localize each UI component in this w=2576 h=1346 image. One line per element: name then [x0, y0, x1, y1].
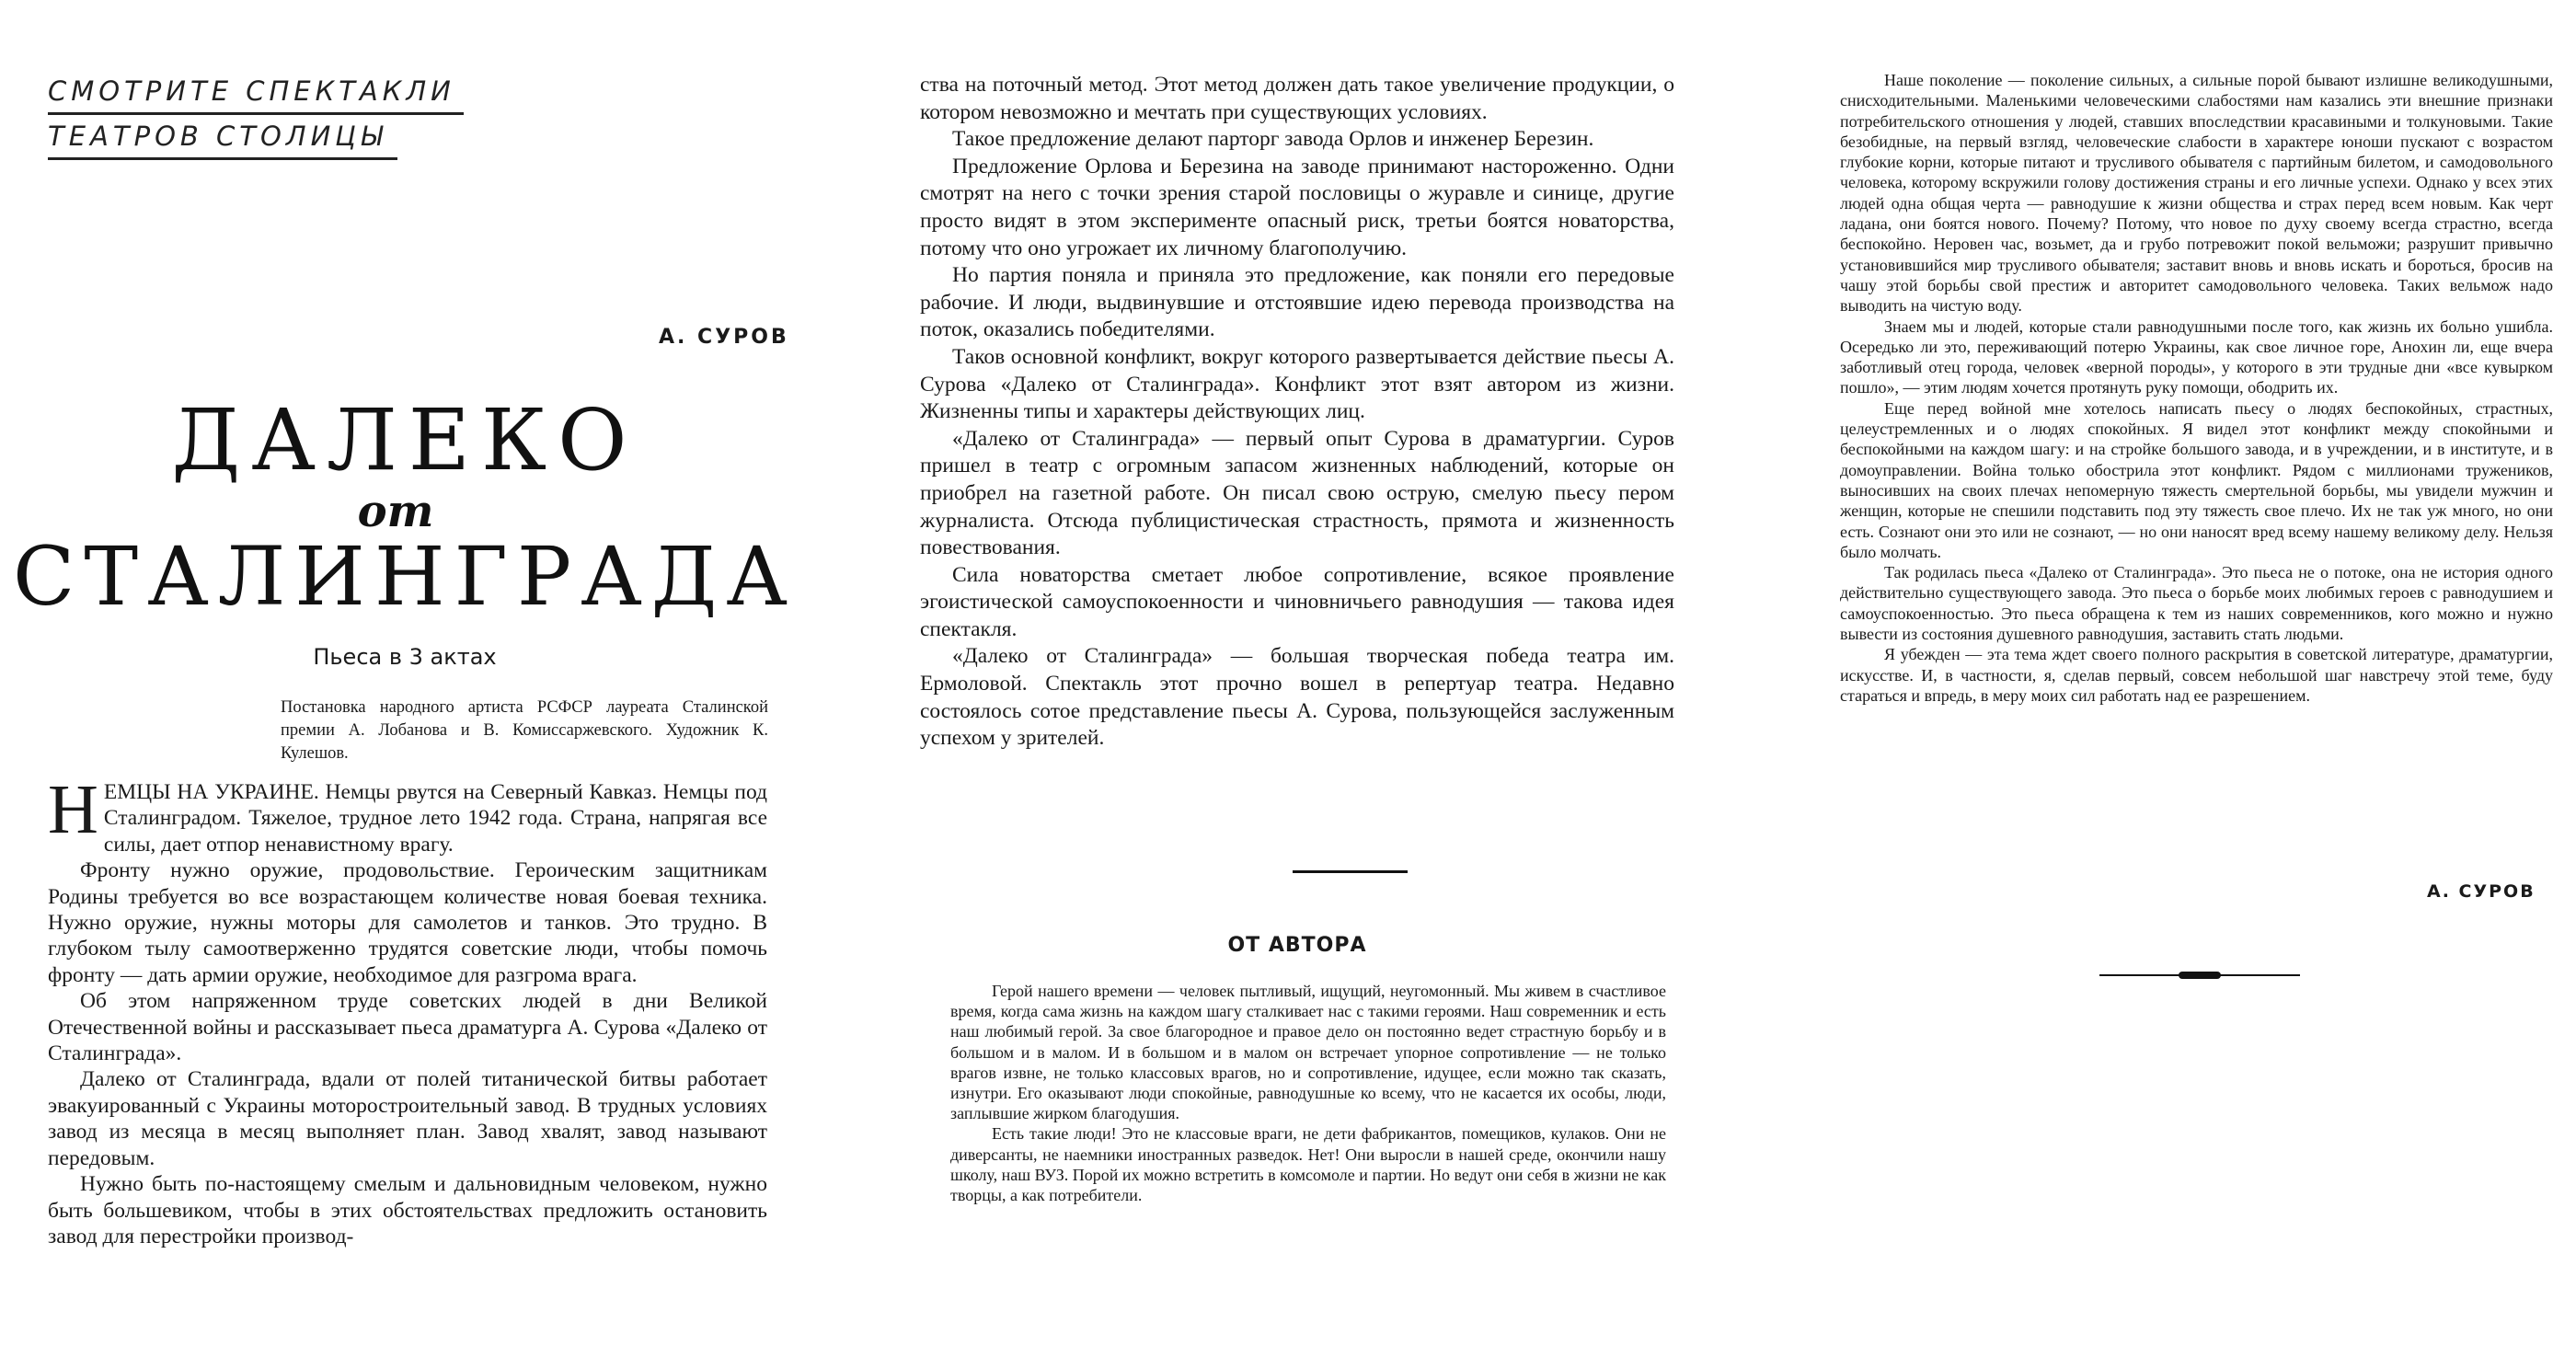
paragraph: Знаем мы и людей, которые стали равнодушными после того, как жизнь их больно ушибла. Осередько ли это, переживающий потерю Украины, как свое личное горе, Анохин ли, еще вчера заботливый отец города, человек «верной породы», у которого в эти трудные дни «все кувырком пошло», — этим людям хочется протянуть руку помощи, ободрить их. — [1840, 316, 2553, 397]
paragraph: «Далеко от Сталинграда» — большая творческая победа театра им. Ермоловой. Спектакль этот прочно вошел в репертуар театра. Недавно состоялось сотое представление пьесы А. Сурова, пользующейся заслуженным успехом у зрителей. — [920, 644, 1674, 751]
paragraph: Есть такие люди! Это не классовые враги, не дети фабрикантов, помещиков, кулаков. Они не диверсанты, не наемники иностранных разведок. Нет! Они выросли в нашей среде, окончили нашу школу, наш ВУЗ. Порой их можно встретить в комсомоле и партии. Но ведут они себя в жизни не как творцы, а как потребители. — [950, 1124, 1666, 1205]
paragraph: Далеко от Сталинграда, вдали от полей титанической битвы работает эвакуированный с Украины моторостроительный завод. В трудных условиях завод из месяца в месяц выполняет план. Завод хвалят, завод называют передовым. — [48, 1067, 767, 1170]
author-signature: А. СУРОВ — [2427, 881, 2536, 902]
paragraph: Предложение Орлова и Березина на заводе принимают настороженно. Одни смотрят на него с точки зрения старой пословицы о журавле и синице, другие просто видят в этом эксперименте опасный риск, третьи боятся новаторства, потому что оно угрожает их личному благополучию. — [920, 154, 1674, 260]
paragraph: Герой нашего времени — человек пытливый, ищущий, неугомонный. Мы живем в счастливое время, когда сама жизнь на каждом шагу сталкивает нас с такими героями. Наш современник и есть наш любимый герой. За свое благородное и правое дело он постоянно ведет страстную борьбу и в большом и в малом. И в большом и в малом он встречает упорное сопротивление — не только врагов извне, не только классовых врагов, но и сопротивление, идущее, если можно так сказать, изнутри. Его оказывают люди спокойные, равнодушные ко всему, что не касается их особы, люди, заплывшие жирком благодушия. — [950, 982, 1666, 1123]
from-author-heading: ОТ АВТОРА — [1227, 934, 1367, 957]
section-divider — [1293, 870, 1408, 873]
column-1-body — [48, 771, 767, 1249]
paragraph: Наше поколение — поколение сильных, а сильные порой бывают излишне великодушными, снисходительными. Маленькими человеческими слабостями нам казались эти внешние признаки потребительского отношения у людей, ставших впоследствии красавиными и толкуновыми. Такие безобидные, на первый взгляд, человеческие слабости в характере юноши пускают с возрастом глубокие корни, которые питают и трусливого обывателя с партийным билетом, и самодовольного человека, которому вскружили голову достижения страны и его личные успехи. Однако у всех этих людей одна общая черта — равнодушие к жизни общества и страх перед всем новым. Как черт ладана, они боятся нового. Почему? Потому, что новое по духу своему всегда страстно, всегда беспокойно. Неровен час, возьмет, да и грубо потревожит покой вельможи; разрушит привычно установившийся мир трусливого обывателя; заставит вновь и вновь искать и бороться, бросив на чашу этой борьбы свой престиж и авторитет самодовольного человека. Таких вельмож надо выводить на чистую воду. — [1840, 71, 2553, 316]
paragraph: «Далеко от Сталинграда» — первый опыт Сурова в драматургии. Суров пришел в театр с огромным запасом жизненных наблюдений, которые он приобрел на газетной работе. Он писал свою острую, смелую пьесу пером журналиста. Отсюда публицистическая страстность, прямота и жизненность повествования. — [920, 426, 1674, 560]
end-divider-ornament — [2179, 972, 2221, 979]
rubric-line-2: ТЕАТРОВ СТОЛИЦЫ — [48, 121, 397, 160]
staging-credits: Постановка народного артиста РСФСР лауреата Сталинской премии А. Лобанова и В. Комиссаржевского. Художник К. Кулешов. — [281, 698, 768, 763]
author-byline: А. СУРОВ — [659, 326, 789, 349]
lead-paragraph-text: ЕМЦЫ НА УКРАИНЕ. Немцы рвутся на Северный Кавказ. Немцы под Сталинградом. Тяжелое, трудное лето 1942 года. Страна, напрягая все силы, дает отпор ненавистному врагу. — [103, 780, 767, 857]
title-line-1: ДАЛЕКО — [171, 391, 638, 489]
paragraph: Такое предложение делают парторг завода Орлов и инженер Березин. — [952, 127, 1594, 152]
paragraph: Фронту нужно оружие, продовольствие. Героическим защитникам Родины требуется во все возрастающем количестве новая боевая техника. Нужно оружие, нужны моторы для самолетов и танков. Это трудно. В глубоком тылу самоотверженно трудятся советские люди, чтобы помочь фронту — дать армии оружие, необходимое для разгрома врага. — [48, 858, 767, 987]
paragraph: Еще перед войной мне хотелось написать пьесу о людях беспокойных, страстных, целеустремленных и о людях спокойных. Я видел этот конфликт между спокойными и беспокойными на каждом шагу: и на стройке большого завода, и в учреждении, и в институте, и в домоуправлении. Война только обострила этот конфликт. Рядом с миллионами тружеников, выносивших на своих плечах непомерную тяжесть смертельной борьбы, мы увидели мужчин и женщин, которые не спешили подставить под эту тяжесть свое плечо. Их не так уж много, но они есть. Сознают они это или не сознают, — но они наносят вред всему нашему великому делу. Нельзя было молчать. — [1840, 398, 2553, 561]
paragraph: Я убежден — эта тема ждет своего полного раскрытия в советской литературе, драматургии, искусстве. И, в частности, я, сделав первый, совсем небольшой шаг навстречу этой теме, буду стараться и впредь, в меру моих сил работать над ее разрешением. — [1840, 645, 2553, 705]
lead-paragraph — [48, 771, 767, 857]
column-3-body — [1840, 70, 2553, 706]
rubric — [48, 75, 464, 166]
paragraph: Сила новаторства сметает любое сопротивление, всякое проявление эгоистической самоуспокоенности и чиновничьего равнодушия — такова идея спектакля. — [920, 562, 1674, 641]
paragraph: Таков основной конфликт, вокруг которого развертывается действие пьесы А. Сурова «Далеко от Сталинграда». Конфликт этот взят автором из жизни. Жизненны типы и характеры действующих лиц. — [920, 344, 1674, 424]
subtitle: Пьеса в 3 актах — [313, 644, 497, 670]
paragraph: Об этом напряженном труде советских людей в дни Великой Отечественной войны и рассказывает пьеса драматурга А. Сурова «Далеко от Сталинграда». — [48, 989, 767, 1066]
paragraph: Но партия поняла и приняла это предложение, как поняли его передовые рабочие. И люди, выдвинувшие и отстоявшие идею перевода производства на поток, оказались победителями. — [920, 263, 1674, 342]
column-2-body — [920, 72, 1674, 753]
paragraph: ства на поточный метод. Этот метод должен дать такое увеличение продукции, о котором невозможно и мечтать при существующих условиях. — [920, 73, 1674, 124]
paragraph: Нужно быть по-настоящему смелым и дальновидным человеком, нужно быть большевиком, чтобы в этих обстоятельствах предложить остановить завод для перестройки производ- — [48, 1172, 767, 1248]
title-line-3: СТАЛИНГРАДА — [13, 529, 797, 624]
title-line-2: от — [357, 486, 434, 537]
rubric-line-1: СМОТРИТЕ СПЕКТАКЛИ — [48, 75, 464, 115]
drop-cap: Н — [48, 771, 98, 848]
paragraph: Так родилась пьеса «Далеко от Сталинграда». Это пьеса не о потоке, она не история одного действительно существующего завода. Это пьеса о борьбе моих любимых героев с равнодушием и самоуспокоенностью. Это пьеса обращена к тем из наших современников, кого можно и нужно вывести из состояния душевного равнодушия, заставить стать людьми. — [1840, 563, 2553, 644]
from-author-body — [950, 981, 1666, 1205]
